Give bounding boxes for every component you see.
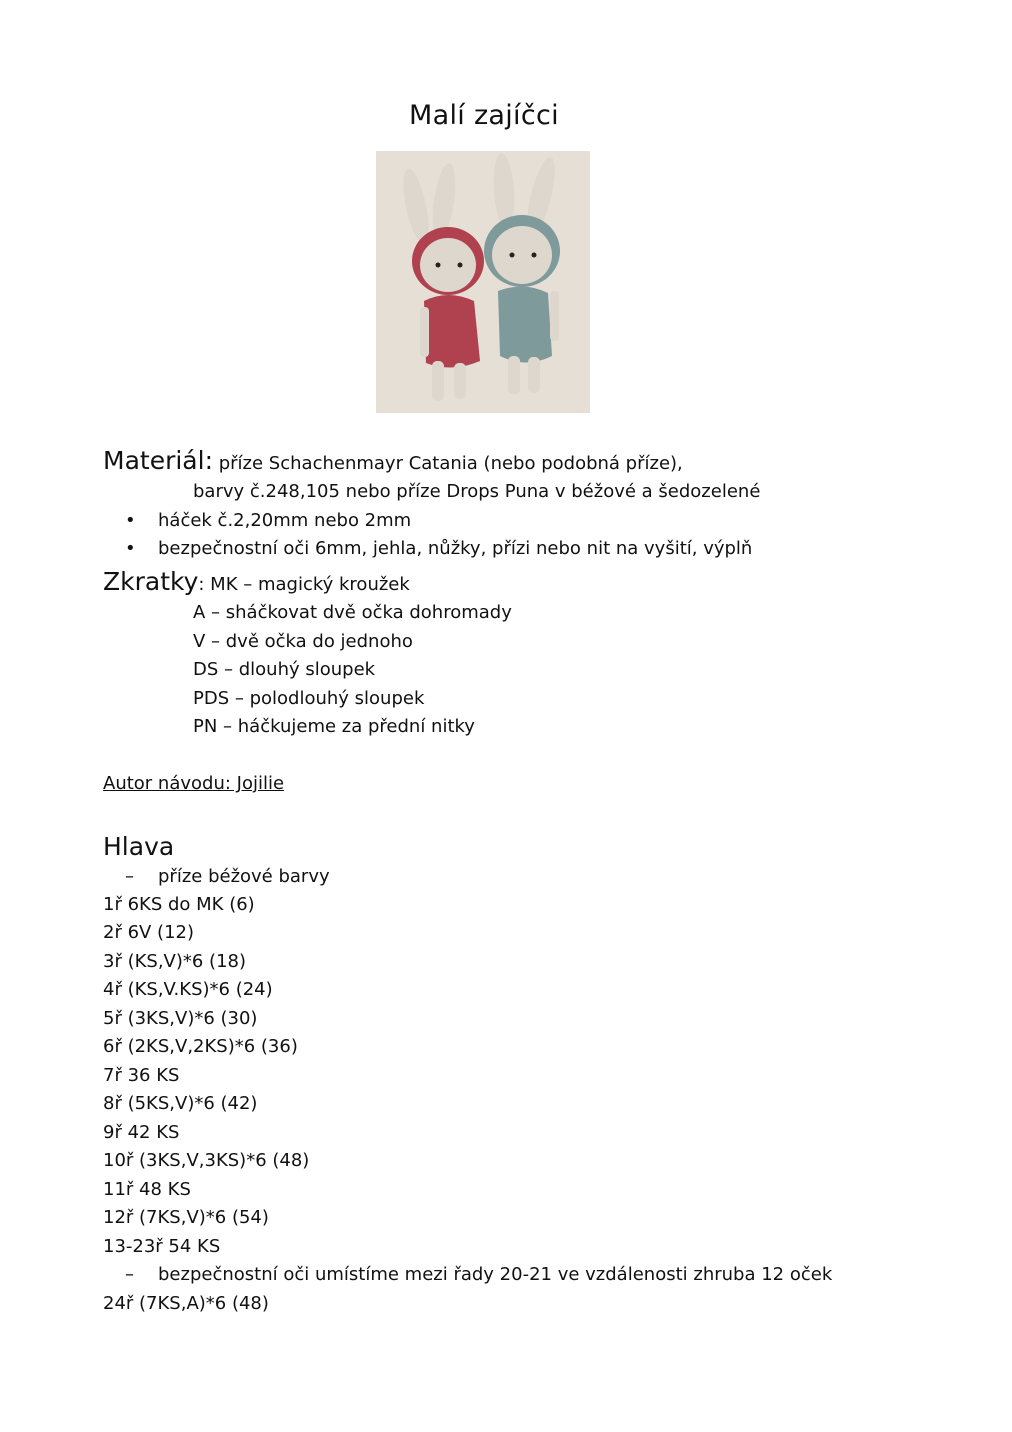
- pattern-row: 8ř (5KS,V)*6 (42): [103, 1093, 258, 1114]
- pattern-row: 6ř (2KS,V,2KS)*6 (36): [103, 1036, 298, 1057]
- abbrev-item: V – dvě očka do jednoho: [193, 631, 413, 652]
- list-item-text: bezpečnostní oči umístíme mezi řady 20-21 ve vzdálenosti zhruba 12 oček: [158, 1264, 833, 1285]
- pattern-row: 2ř 6V (12): [103, 922, 195, 943]
- list-item-text: háček č.2,20mm nebo 2mm: [158, 510, 412, 531]
- abbrev-first: : MK – magický kroužek: [198, 574, 410, 595]
- pattern-row: 7ř 36 KS: [103, 1065, 180, 1086]
- material-colors: barvy č.248,105 nebo příze Drops Puna v béžové a šedozelené: [193, 481, 761, 502]
- pattern-row: 24ř (7KS,A)*6 (48): [103, 1293, 269, 1314]
- author-credit: Autor návodu: Jojilie: [103, 773, 285, 794]
- abbrev-item: DS – dlouhý sloupek: [193, 659, 376, 680]
- pattern-row: 12ř (7KS,V)*6 (54): [103, 1207, 269, 1228]
- material-label: Materiál:: [103, 446, 213, 475]
- page-title: Malí zajíčci: [409, 100, 559, 131]
- abbrev-item: PDS – polodlouhý sloupek: [193, 688, 425, 709]
- abbrev-item: PN – háčkujeme za přední nitky: [193, 716, 475, 737]
- abbrev-label: Zkratky: [103, 567, 199, 596]
- bullet-icon: •: [125, 538, 136, 559]
- abbrev-line: [103, 567, 410, 596]
- list-item: [125, 510, 411, 531]
- dash-icon: –: [125, 1264, 134, 1285]
- section-heading-head: Hlava: [103, 832, 175, 861]
- list-item-text: bezpečnostní oči 6mm, jehla, nůžky, přízi nebo nit na vyšití, výplň: [158, 538, 753, 559]
- pattern-row: 10ř (3KS,V,3KS)*6 (48): [103, 1150, 310, 1171]
- material-line: [103, 446, 683, 475]
- material-text: příze Schachenmayr Catania (nebo podobná příze),: [218, 453, 683, 474]
- pattern-row: 13-23ř 54 KS: [103, 1236, 221, 1257]
- pattern-row: 9ř 42 KS: [103, 1122, 180, 1143]
- bullet-icon: •: [125, 510, 136, 531]
- list-item: [125, 538, 752, 559]
- list-item: [125, 1264, 832, 1285]
- dash-icon: –: [125, 866, 134, 887]
- list-item-text: příze béžové barvy: [158, 866, 330, 887]
- pattern-row: 1ř 6KS do MK (6): [103, 894, 255, 915]
- pattern-row: 11ř 48 KS: [103, 1179, 191, 1200]
- bunnies-photo: [376, 151, 590, 413]
- pattern-row: 4ř (KS,V.KS)*6 (24): [103, 979, 273, 1000]
- pattern-row: 3ř (KS,V)*6 (18): [103, 951, 247, 972]
- list-item: [125, 866, 330, 887]
- abbrev-item: A – sháčkovat dvě očka dohromady: [193, 602, 512, 623]
- pattern-row: 5ř (3KS,V)*6 (30): [103, 1008, 258, 1029]
